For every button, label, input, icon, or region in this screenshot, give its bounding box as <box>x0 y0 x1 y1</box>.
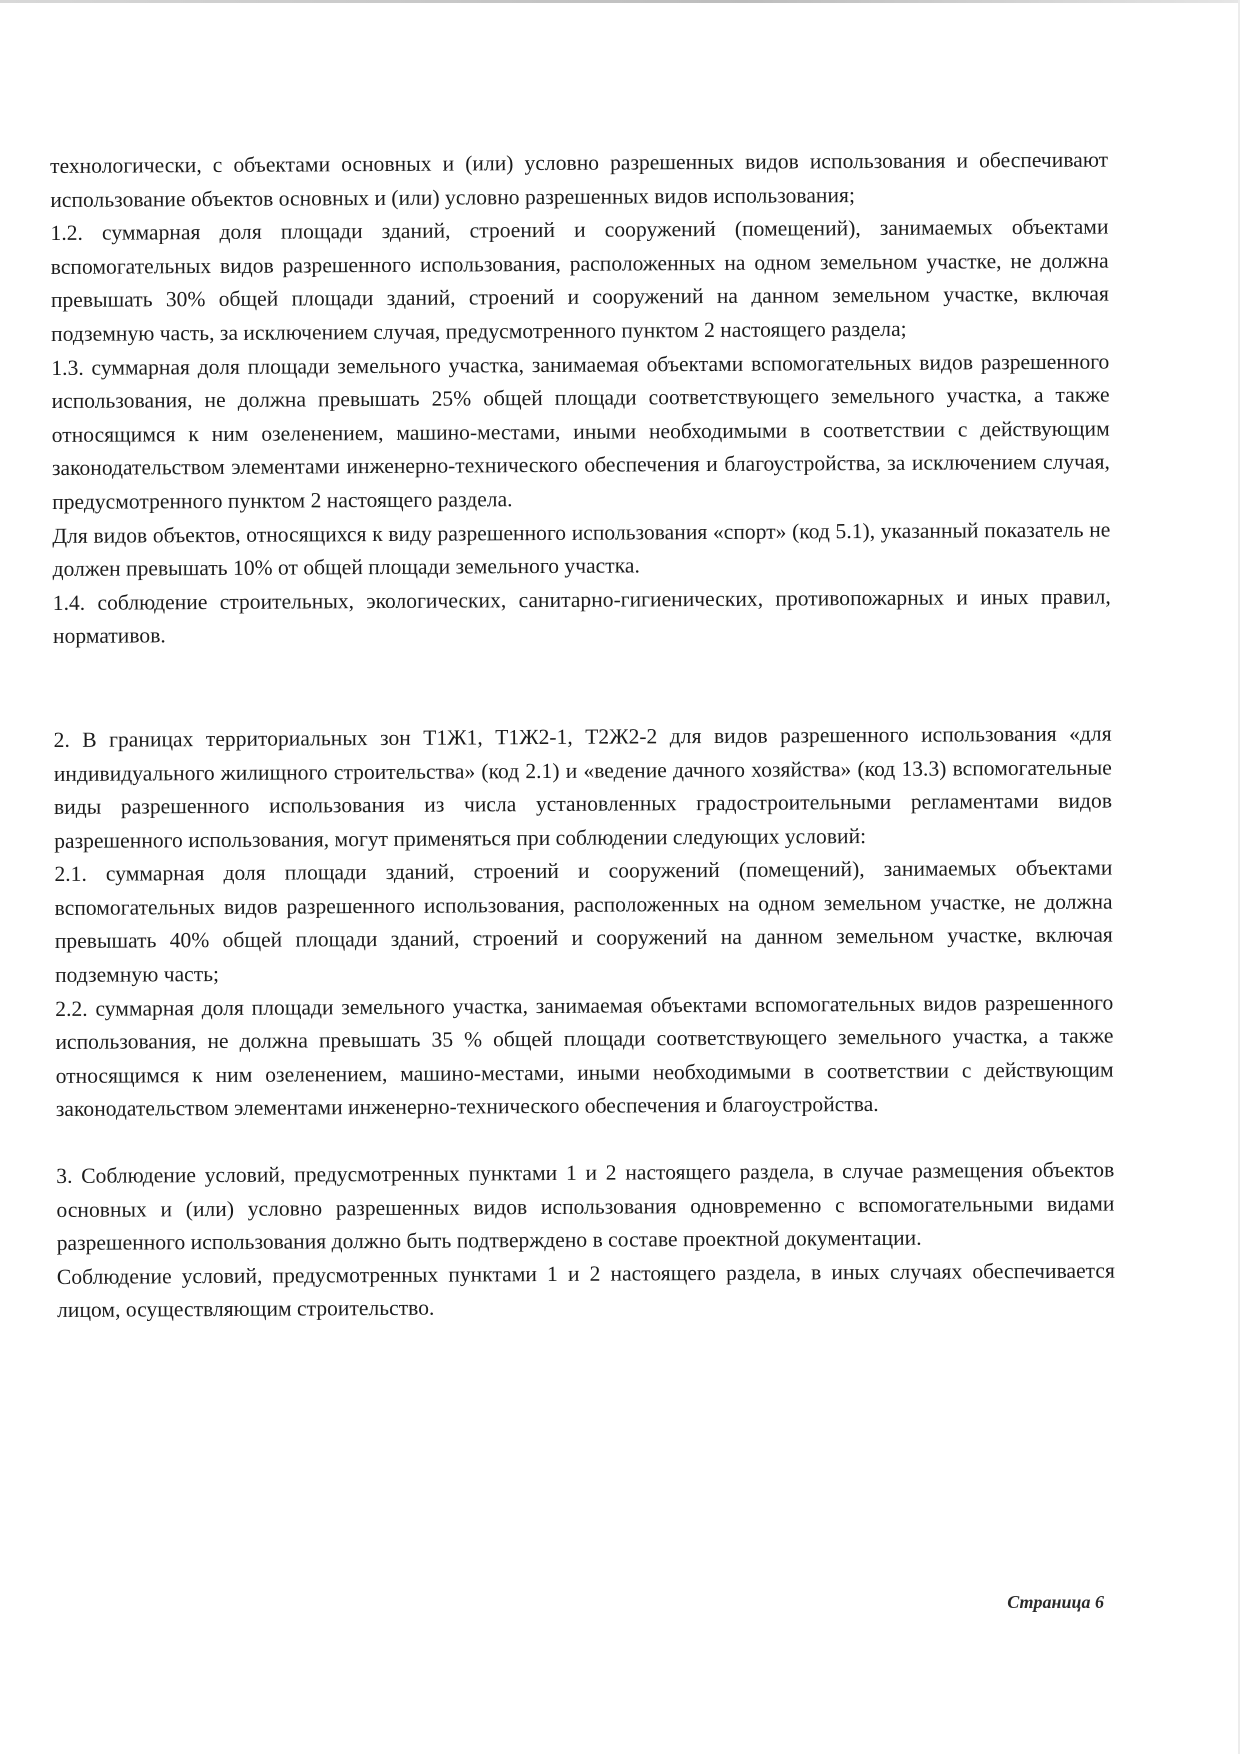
scan-edge-top <box>0 0 1240 3</box>
paragraph-1-3: 1.3. суммарная доля площади земельного участка, занимаемая объектами вспомогательных видов разрешенного использования, не должна превышать 25% общей площади соответствующего земельного участка, а также относящимся к ним озеленением, машино-местами, иными необходимыми в соответствии с действующим законодательством элементами инженерно-технического обеспечения и благоустройства, за исключением случая, предусмотренного пунктом 2 настоящего раздела. <box>51 349 1110 514</box>
section-spacer <box>53 647 1111 723</box>
paragraph-2-1: 2.1. суммарная доля площади зданий, строений и сооружений (помещений), занимаемых объектами вспомогательных видов разрешенного использования, расположенных на одном земельном участке, не должна превышать 40% общей площади зданий, строений и сооружений на данном земельном участке, включая подземную часть; <box>54 855 1113 988</box>
document-body <box>50 144 1115 1328</box>
paragraph-continuation: технологически, с объектами основных и (или) условно разрешенных видов использования и обеспечивают использование объектов основных и (или) условно разрешенных видов использования; <box>50 147 1109 212</box>
paragraph-3: 3. Соблюдение условий, предусмотренных пунктами 1 и 2 настоящего раздела, в случае размещения объектов основных и (или) условно разрешенных видов использования одновременно с вспомогательными видами разрешенного использования должно быть подтверждено в составе проектной документации. <box>56 1157 1115 1256</box>
paragraph-1-2: 1.2. суммарная доля площади зданий, строений и сооружений (помещений), занимаемых объектами вспомогательных видов разрешенного использования, расположенных на одном земельном участке, не должна превышать 30% общей площади зданий, строений и сооружений на данном земельном участке, включая подземную часть, за исключением случая, предусмотренного пунктом 2 настоящего раздела; <box>50 214 1109 346</box>
paragraph-sport-note: Для видов объектов, относящихся к виду разрешенного использования «спорт» (код 5.1), указанный показатель не должен превышать 10% от общей площади земельного участка. <box>52 517 1111 582</box>
page-number: Страница 6 <box>1007 1592 1104 1612</box>
paragraph-1-4: 1.4. соблюдение строительных, экологических, санитарно-гигиенических, противопожарных и иных правил, нормативов. <box>52 584 1111 649</box>
paragraph-2-2: 2.2. суммарная доля площади земельного участка, занимаемая объектами вспомогательных видов разрешенного использования, не должна превышать 35 % общей площади соответствующего земельного участка, а также относящимся к ним озеленением, машино-местами, иными необходимыми в соответствии с действующим законодательством элементами инженерно-технического обеспечения и благоустройства. <box>55 990 1114 1122</box>
paragraph-2: 2. В границах территориальных зон Т1Ж1, Т1Ж2-1, Т2Ж2-2 для видов разрешенного использования «для индивидуального жилищного строительства» (код 2.1) и «ведение дачного хозяйства» (код 13.3) вспомогательные виды разрешенного использования из числа установленных градостроительными регламентами видов разрешенного использования, могут применяться при соблюдении следующих условий: <box>53 721 1113 853</box>
paragraph-3-note: Соблюдение условий, предусмотренных пунктами 1 и 2 настоящего раздела, в иных случаях обеспечивается лицом, осуществляющим строительство. <box>56 1258 1115 1323</box>
